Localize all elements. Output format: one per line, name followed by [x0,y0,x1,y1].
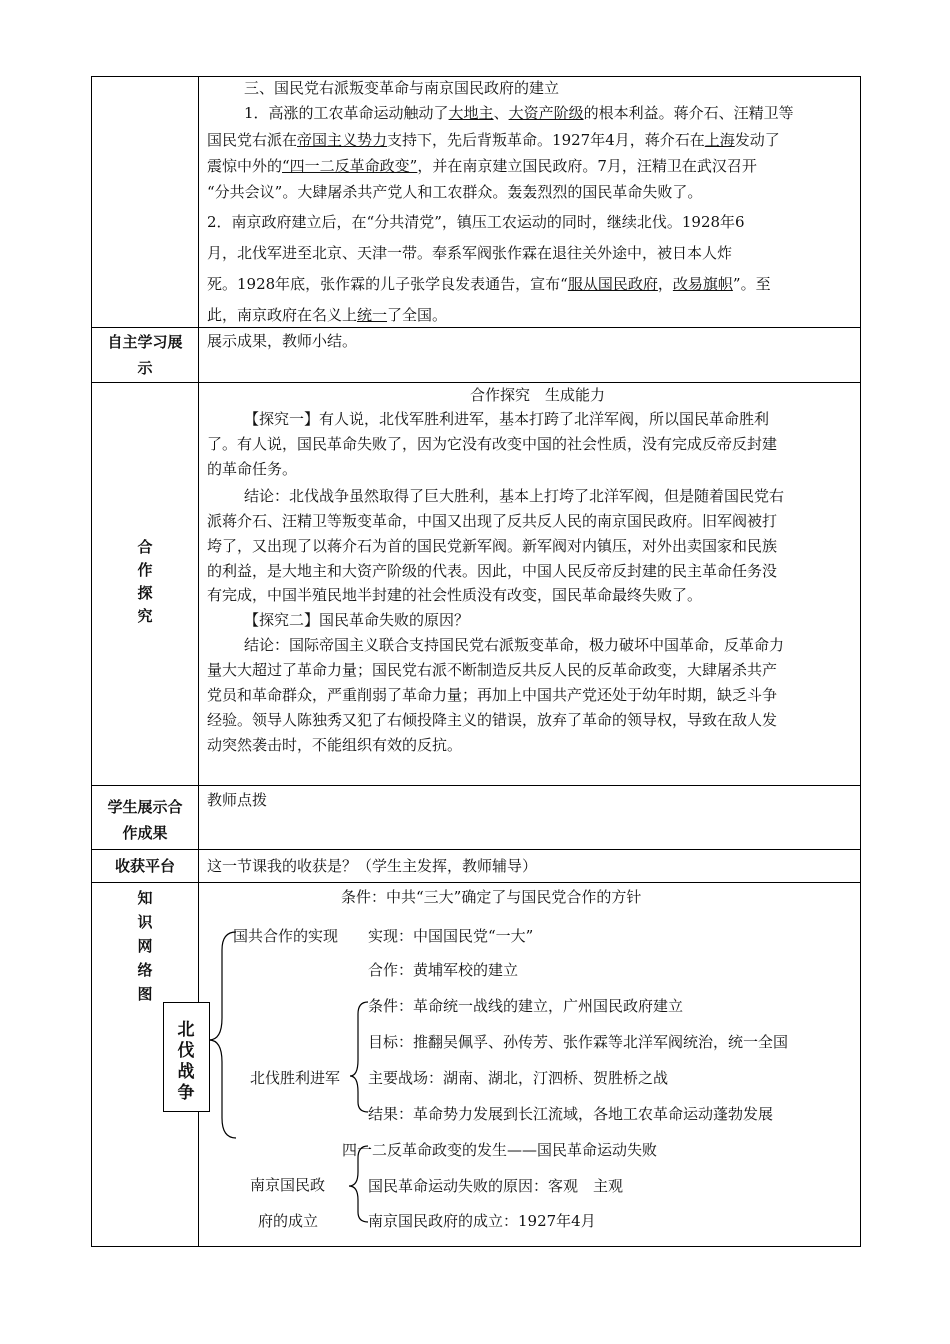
self-study-content: 展示成果，教师小结。 [207,332,358,350]
branch-item: 目标：推翻吴佩孚、孙传芳、张作霖等北洋军阀统治，统一全国 [368,1033,789,1051]
branch2-bracket [350,1002,368,1112]
paragraph-line: 1．高涨的工农革命运动触动了大地主、大资产阶级的根本利益。蒋介石、汪精卫等 [244,104,794,122]
knowledge-map-label: 知 识 网 络 图 [137,889,153,1003]
paragraph-line: 国民党右派在帝国主义势力支持下，先后背叛革命。1927年4月，蒋介石在上海发动了 [207,131,780,149]
paragraph-line: 震惊中外的“四一二反革命政变”，并在南京建立国民政府。7月，汪精卫在武汉召开 [207,157,757,175]
cooperate-title: 合作探究 生成能力 [470,386,606,404]
branch-title: 北伐胜利进军 [250,1069,341,1087]
conclusion-line: 结论：国际帝国主义联合支持国民党右派叛变革命，极力破坏中国革命，反革命力 [244,636,785,654]
branch-item: 实现：中国国民党“一大” [368,927,534,945]
branch-item: 四一二反革命政变的发生——国民革命运动失败 [342,1141,658,1159]
branch-title: 府的成立 [258,1212,319,1230]
conclusion-line: 动突然袭击时，不能组织有效的反抗。 [207,736,463,754]
paragraph-line: 2．南京政府建立后，在“分共清党”，镇压工农运动的同时，继续北伐。1928年6 [207,213,745,231]
branch-item: 主要战场：湖南、湖北，汀泗桥、贺胜桥之战 [368,1069,669,1087]
conclusion-line: 垮了，又出现了以蒋介石为首的国民党新军阀。新军阀对内镇压，对外出卖国家和民族 [207,537,778,555]
student-show-label: 学生展示合 作成果 [107,798,183,842]
paragraph-line: 月，北伐军进至北京、天津一带。奉系军阀张作霖在退往关外途中，被日本人炸 [207,244,733,262]
paragraph-line: “分共会议”。大肆屠杀共产党人和工农群众。轰轰烈烈的国民革命失败了。 [207,183,703,201]
conclusion-line: 的利益，是大地主和大资产阶级的代表。因此，中国人民反帝反封建的民主革命任务没 [207,562,778,580]
cooperate-label: 合 作 探 究 [137,538,153,625]
section-heading: 三、国民党右派叛变革命与南京国民政府的建立 [244,79,560,97]
inquiry-line: 【探究二】国民革命失败的原因？ [244,611,470,629]
branch-item: 条件：革命统一战线的建立，广州国民政府建立 [368,997,684,1015]
student-show-content: 教师点拨 [207,791,268,809]
conclusion-line: 经验。领导人陈独秀又犯了右倾投降主义的错误，放弃了革命的领导权，导致在敌人发 [207,711,778,729]
self-study-label: 自主学习展 示 [107,333,183,377]
branch-item: 条件：中共“三大”确定了与国民党合作的方针 [341,888,642,906]
conclusion-line: 派蒋介石、汪精卫等叛变革命，中国又出现了反共反人民的南京国民政府。旧军阀被打 [207,512,778,530]
branch-item: 国民革命运动失败的原因：客观 主观 [368,1177,624,1195]
branch-item: 结果：革命势力发展到长江流域，各地工农革命运动蓬勃发展 [368,1105,774,1123]
branch-item: 合作：黄埔军校的建立 [368,961,519,979]
conclusion-line: 有完成，中国半殖民地半封建的社会性质没有改变，国民革命最终失败了。 [207,586,703,604]
conclusion-line: 结论：北伐战争虽然取得了巨大胜利，基本上打垮了北洋军阀，但是随着国民党右 [244,487,785,505]
inquiry-line: 的革命任务。 [207,460,298,478]
conclusion-line: 党员和革命群众，严重削弱了革命力量；再加上中国共产党还处于幼年时期，缺乏斗争 [207,686,778,704]
branch-title: 南京国民政 [250,1176,326,1194]
harvest-label: 收获平台 [114,857,175,875]
inquiry-line: 【探究一】有人说，北伐军胜利进军，基本打跨了北洋军阀，所以国民革命胜利 [244,410,770,428]
inquiry-line: 了。有人说，国民革命失败了，因为它没有改变中国的社会性质，没有完成反帝反封建 [207,435,778,453]
root-node-label: 北 伐 战 争 [177,1020,195,1103]
paragraph-line: 死。1928年底，张作霖的儿子张学良发表通告，宣布“服从国民政府，改易旗帜”。至 [207,275,771,293]
harvest-content: 这一节课我的收获是？（学生主发挥，教师辅导） [207,857,538,875]
branch-item: 南京国民政府的成立：1927年4月 [368,1212,596,1230]
branch-title: 国共合作的实现 [233,927,339,945]
root-bracket [209,932,236,1138]
conclusion-line: 量大大超过了革命力量；国民党右派不断制造反共反人民的反革命政变，大肆屠杀共产 [207,661,778,679]
paragraph-line: 此，南京政府在名义上统一了全国。 [207,306,448,324]
